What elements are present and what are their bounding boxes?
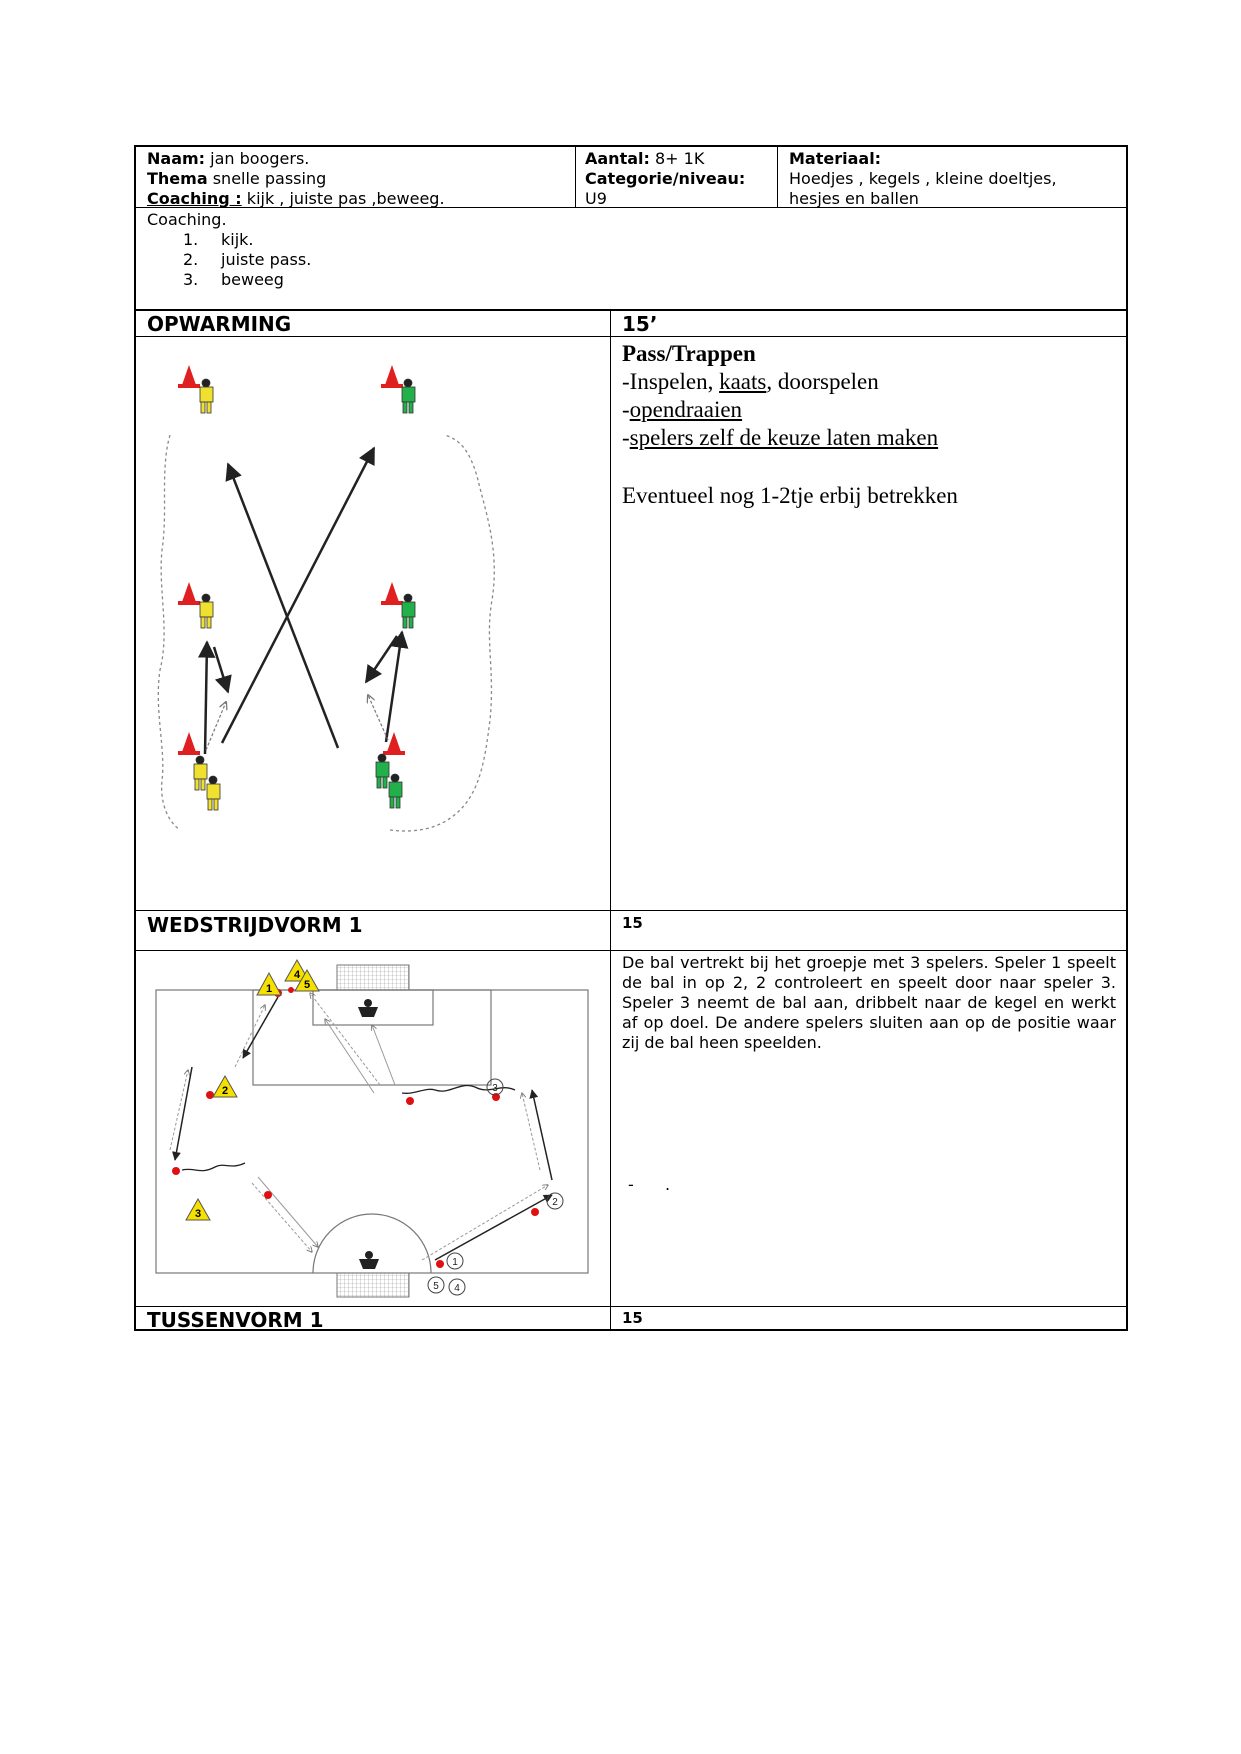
pitch-outline (156, 990, 588, 1273)
run-arrow (235, 1005, 265, 1067)
coaching-label: Coaching : (147, 189, 242, 208)
tussenvorm-time: 15 (622, 1309, 643, 1327)
divider (134, 1306, 1128, 1307)
opwarming-line4: Eventueel nog 1-2tje erbij betrekken (622, 483, 958, 508)
shot-arrow (310, 993, 380, 1085)
player-icon (200, 594, 213, 628)
header-naam (147, 149, 567, 209)
divider (777, 145, 778, 208)
pass-arrow (243, 997, 278, 1058)
materiaal-value-1: Hoedjes , kegels , kleine doeltjes, (789, 169, 1057, 188)
goal-bottom (337, 1273, 409, 1297)
player-icon (402, 379, 415, 413)
wedstrijdvorm-description: De bal vertrekt bij het groepje met 3 spelers. Speler 1 speelt de bal in op 2, 2 controleert en speelt door naar speler 3. Speler 3 neemt de bal aan, dribbelt naar de kegel en werkt af op doel. De andere spelers sluiten aan op de positie waar zij de bal heen speelden. (622, 953, 1116, 1052)
pass-arrow (435, 1195, 552, 1260)
naam-value: jan boogers. (210, 149, 310, 168)
list-item: 2. juiste pass. (183, 250, 312, 269)
goalkeeper-icon (358, 999, 378, 1017)
list-item: 3. beweeg (183, 270, 284, 289)
coaching-block (147, 210, 547, 290)
cone-icon (178, 732, 200, 755)
shot-arrow (258, 1177, 318, 1247)
player-icon (389, 774, 402, 808)
opwarming-time: 15’ (622, 312, 658, 336)
run-arrow (422, 1185, 548, 1260)
wedstrijdvorm-diagram (140, 955, 608, 1305)
wedstrijdvorm-time: 15 (622, 914, 643, 932)
divider (134, 950, 1128, 951)
opwarming-title: OPWARMING (147, 312, 292, 336)
opwarming-text (622, 340, 1122, 510)
categorie-value: U9 (585, 189, 607, 208)
table-border-top (134, 145, 1128, 147)
shot-arrow (252, 1183, 312, 1252)
pass-arrow (205, 642, 207, 754)
materiaal-value-2: hesjes en ballen (789, 189, 919, 208)
svg-text:5: 5 (303, 979, 311, 991)
coaching-list (147, 230, 547, 290)
divider (134, 309, 1128, 311)
wedstrijdvorm-title: WEDSTRIJDVORM 1 (147, 913, 363, 937)
svg-text:4: 4 (293, 969, 301, 981)
pass-arrow (214, 647, 228, 692)
opwarming-heading: Pass/Trappen (622, 341, 756, 366)
svg-text:3: 3 (492, 1083, 498, 1094)
player-icon (402, 594, 415, 628)
opwarming-line3: -spelers zelf de keuze laten maken (622, 425, 939, 450)
svg-text:2: 2 (552, 1197, 558, 1208)
divider (575, 145, 576, 208)
opwarming-diagram (140, 340, 610, 860)
thema-value: snelle passing (212, 169, 327, 188)
opwarming-line1: -Inspelen, kaats, doorspelen (622, 369, 879, 394)
aantal-value: 8+ 1K (655, 149, 705, 168)
pass-arrow (228, 464, 338, 748)
divider (610, 310, 611, 1330)
svg-text:1: 1 (265, 983, 273, 995)
penalty-area (253, 990, 491, 1085)
naam-label: Naam: (147, 149, 206, 168)
coaching-value: kijk , juiste pas ,beweeg. (246, 189, 445, 208)
cone-icon (178, 365, 200, 388)
thema-label: Thema (147, 169, 208, 188)
run-arrow (522, 1093, 540, 1170)
pass-arrow (175, 1067, 192, 1160)
shot-arrow (325, 1019, 374, 1093)
pass-arrow (366, 636, 397, 682)
tussenvorm-title: TUSSENVORM 1 (147, 1308, 324, 1332)
cone-icon (381, 365, 403, 388)
player-icon (207, 776, 220, 810)
cone-icon (381, 582, 403, 605)
list-item: 1. kijk. (183, 230, 254, 249)
aantal-label: Aantal: (585, 149, 650, 168)
materiaal-label: Materiaal: (789, 149, 882, 168)
pass-arrow (222, 448, 374, 743)
header-aantal (585, 149, 775, 209)
divider (134, 336, 1128, 337)
player-icon (200, 379, 213, 413)
table-border-left (134, 145, 136, 1331)
boundary-line (158, 435, 494, 831)
player-icon (194, 756, 207, 790)
svg-text:3: 3 (194, 1208, 202, 1220)
cone-icon (178, 582, 200, 605)
shot-arrow (372, 1025, 395, 1085)
player-icon (376, 754, 389, 788)
goalkeeper-icon (359, 1251, 379, 1269)
run-arrow (368, 695, 388, 740)
svg-text:1: 1 (452, 1257, 458, 1268)
number-circle-icon (428, 1079, 563, 1295)
header-materiaal (789, 149, 1119, 209)
divider (134, 910, 1128, 911)
dribble-line (402, 1085, 515, 1093)
cone-icon (172, 987, 539, 1268)
table-border-right (1126, 145, 1128, 1331)
coaching-title: Coaching. (147, 210, 227, 229)
categorie-label: Categorie/niveau: (585, 169, 746, 188)
svg-text:4: 4 (454, 1283, 460, 1294)
opwarming-line2: -opendraaien (622, 397, 743, 422)
dribble-line (182, 1163, 245, 1171)
svg-text:5: 5 (433, 1281, 439, 1292)
wedstrijdvorm-dot: . (665, 1175, 671, 1194)
pass-arrow (532, 1090, 552, 1180)
goal-top (337, 965, 409, 990)
svg-text:2: 2 (221, 1085, 229, 1097)
wedstrijdvorm-dash: - (628, 1175, 634, 1194)
